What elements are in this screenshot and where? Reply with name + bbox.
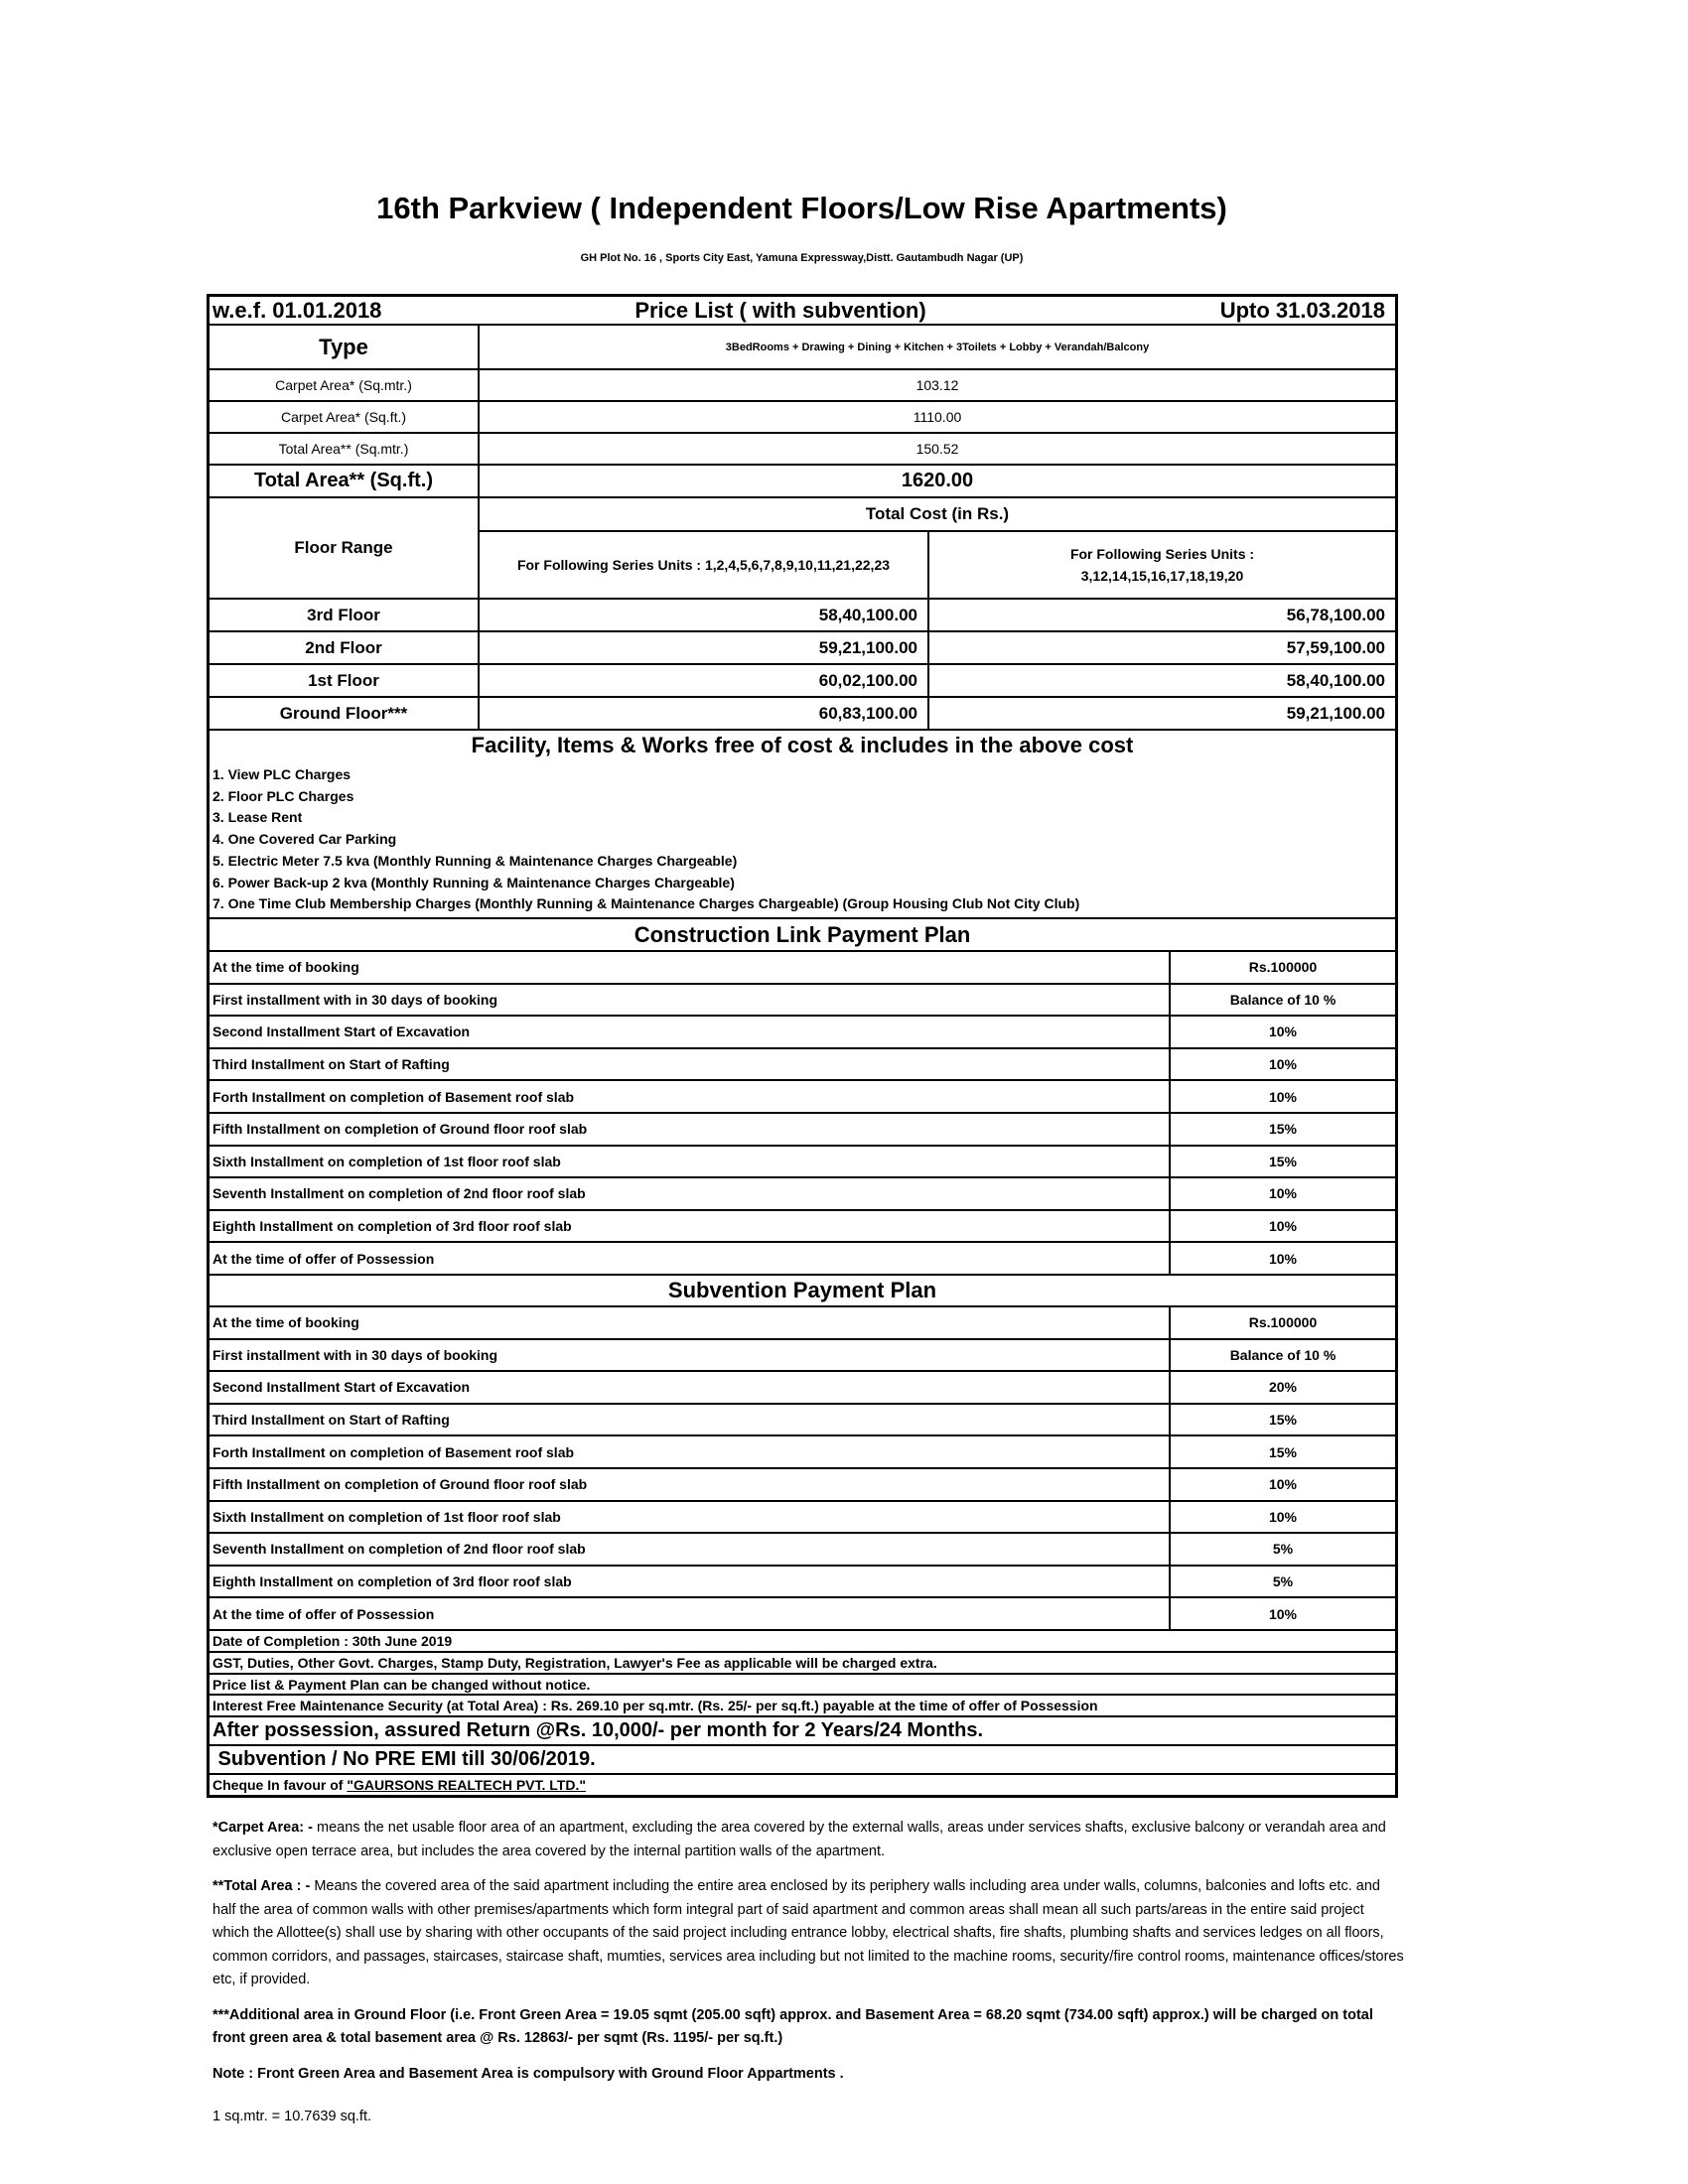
spp-row xyxy=(210,1372,1395,1405)
facility-item: 2. Floor PLC Charges xyxy=(212,787,354,804)
floor-price-a: 59,21,100.00 xyxy=(478,632,927,663)
spp-row xyxy=(210,1534,1395,1567)
floor-price-b: 59,21,100.00 xyxy=(927,698,1395,729)
payment-stage: Sixth Installment on completion of 1st floor roof slab xyxy=(212,1508,561,1525)
series-b-line2: 3,12,14,15,16,17,18,19,20 xyxy=(1080,568,1244,584)
carpet-area-text: means the net usable floor area of an apartment, excluding the area covered by the external walls, areas under services shafts, exclusive balcony or verandah area and exclusive open terrace area, but includes the area covered by the internal partition walls of the apartment. xyxy=(212,1820,1386,1859)
area-value: 150.52 xyxy=(478,434,1395,464)
project-address: GH Plot No. 16 , Sports City East, Yamuna Expressway,Distt. Gautambudh Nagar (UP) xyxy=(580,252,1024,264)
payment-amount: 10% xyxy=(1169,1469,1395,1500)
clp-row xyxy=(210,1081,1395,1114)
cheque-note xyxy=(210,1775,1395,1795)
spp-row xyxy=(210,1405,1395,1437)
area-label: Carpet Area* (Sq.mtr.) xyxy=(275,377,412,393)
area-row xyxy=(210,370,1395,402)
total-cost-label: Total Cost (in Rs.) xyxy=(478,498,1395,532)
conversion-note: 1 sq.mtr. = 10.7639 sq.ft. xyxy=(212,2109,371,2124)
clp-row xyxy=(210,985,1395,1018)
floor-range-header xyxy=(210,498,1395,600)
area-label: Total Area** (Sq.ft.) xyxy=(253,470,433,491)
assured-row xyxy=(210,1717,1395,1746)
upto-date: Upto 31.03.2018 xyxy=(1219,297,1385,323)
payment-stage: At the time of booking xyxy=(212,1314,359,1331)
price-list-title: Price List ( with subvention) xyxy=(634,297,926,323)
change-note: Price list & Payment Plan can be changed without notice. xyxy=(212,1676,591,1693)
payment-stage: Third Installment on Start of Rafting xyxy=(212,1412,450,1429)
payment-amount: 10% xyxy=(1169,1017,1395,1047)
spp-title: Subvention Payment Plan xyxy=(667,1278,937,1302)
type-value: 3BedRooms + Drawing + Dining + Kitchen + 3Toilets + Lobby + Verandah/Balcony xyxy=(478,326,1395,368)
floor-price-row xyxy=(210,632,1395,665)
payment-amount: 15% xyxy=(1169,1405,1395,1435)
clp-title-row xyxy=(210,919,1395,952)
additional-area-note: ***Additional area in Ground Floor (i.e. Front Green Area = 19.05 sqmt (205.00 sqft) approx. and Basement Area = 68.20 sqmt (734.00 sqft) approx.) will be charged on total front green area & total basement area @ Rs. 12863/- per sqmt (Rs. 1195/- per sq.ft.) xyxy=(212,2006,1373,2046)
area-value: 103.12 xyxy=(478,370,1395,400)
ifms-note: Interest Free Maintenance Security (at Total Area) : Rs. 269.10 per sq.mtr. (Rs. 25/- per sq.ft.) payable at the time of offer of Possession xyxy=(212,1698,1098,1713)
clp-row xyxy=(210,1243,1395,1276)
area-label: Carpet Area* (Sq.ft.) xyxy=(280,409,407,425)
facility-section xyxy=(210,731,1395,919)
price-list-sheet xyxy=(207,294,1398,1798)
payment-amount: 10% xyxy=(1169,1178,1395,1209)
floor-price-b: 58,40,100.00 xyxy=(927,665,1395,696)
assured-return: After possession, assured Return @Rs. 10,000/- per month for 2 Years/24 Months. xyxy=(212,1719,984,1741)
facility-item: 3. Lease Rent xyxy=(212,809,303,826)
facility-item: 7. One Time Club Membership Charges (Monthly Running & Maintenance Charges Chargeable) (Group Housing Club Not City Club) xyxy=(212,895,1080,912)
area-label: Total Area** (Sq.mtr.) xyxy=(278,441,409,457)
floor-name: 1st Floor xyxy=(308,670,379,690)
facility-item: 6. Power Back-up 2 kva (Monthly Running & Maintenance Charges Chargeable) xyxy=(212,874,735,890)
payment-amount: 10% xyxy=(1169,1502,1395,1533)
spp-row xyxy=(210,1307,1395,1340)
payment-amount: Rs.100000 xyxy=(1169,952,1395,983)
clp-row xyxy=(210,952,1395,985)
floor-name: 2nd Floor xyxy=(305,637,382,657)
floor-price-a: 58,40,100.00 xyxy=(478,600,927,630)
ground-floor-note: Note : Front Green Area and Basement Area is compulsory with Ground Floor Appartments . xyxy=(212,2065,844,2082)
payment-amount: 20% xyxy=(1169,1372,1395,1403)
completion-date: Date of Completion : 30th June 2019 xyxy=(212,1633,453,1649)
clp-row xyxy=(210,1147,1395,1179)
area-value: 1620.00 xyxy=(478,466,1395,496)
payment-stage: At the time of booking xyxy=(212,959,359,976)
clp-title: Construction Link Payment Plan xyxy=(633,921,971,947)
spp-title-row xyxy=(210,1276,1395,1307)
area-row xyxy=(210,402,1395,434)
cheque-prefix: Cheque In favour of xyxy=(212,1777,348,1793)
facility-item: 4. One Covered Car Parking xyxy=(212,831,397,848)
payment-amount: 15% xyxy=(1169,1147,1395,1177)
page-title: 16th Parkview ( Independent Floors/Low Rise Apartments) xyxy=(376,191,1227,225)
facility-title: Facility, Items & Works free of cost & includes in the above cost xyxy=(471,733,1134,757)
floor-name: Ground Floor*** xyxy=(279,703,408,723)
payment-amount: 10% xyxy=(1169,1211,1395,1242)
payment-amount: 15% xyxy=(1169,1436,1395,1467)
subvention-note: Subvention / No PRE EMI till 30/06/2019. xyxy=(212,1748,596,1770)
floor-price-row xyxy=(210,665,1395,698)
area-row xyxy=(210,434,1395,466)
payment-amount: 10% xyxy=(1169,1598,1395,1629)
area-row xyxy=(210,466,1395,498)
payment-amount: 5% xyxy=(1169,1534,1395,1565)
payment-stage: Fifth Installment on completion of Ground floor roof slab xyxy=(212,1121,588,1138)
series-b-label xyxy=(927,532,1395,598)
gst-row xyxy=(210,1653,1395,1675)
floor-price-row xyxy=(210,698,1395,731)
spp-row xyxy=(210,1436,1395,1469)
payment-stage: First installment with in 30 days of booking xyxy=(212,1346,498,1363)
floor-name: 3rd Floor xyxy=(307,605,380,624)
spp-row xyxy=(210,1567,1395,1599)
payment-stage: First installment with in 30 days of booking xyxy=(212,991,498,1008)
series-a-label: For Following Series Units : 1,2,4,5,6,7,8,9,10,11,21,22,23 xyxy=(478,532,927,598)
payment-amount: 10% xyxy=(1169,1081,1395,1112)
facility-item: 1. View PLC Charges xyxy=(212,766,352,782)
payment-amount: Balance of 10 % xyxy=(1169,985,1395,1016)
payment-stage: At the time of offer of Possession xyxy=(212,1605,435,1622)
payment-stage: Eighth Installment on completion of 3rd floor roof slab xyxy=(212,1573,572,1590)
payment-amount: 10% xyxy=(1169,1049,1395,1080)
subvention-row xyxy=(210,1746,1395,1775)
payment-amount: Rs.100000 xyxy=(1169,1307,1395,1338)
payment-stage: At the time of offer of Possession xyxy=(212,1250,435,1267)
wef-date: w.e.f. 01.01.2018 xyxy=(212,297,382,323)
gst-note: GST, Duties, Other Govt. Charges, Stamp Duty, Registration, Lawyer's Fee as applicable will be charged extra. xyxy=(212,1655,937,1671)
spp-row xyxy=(210,1502,1395,1535)
footnotes xyxy=(212,1817,1404,2141)
payment-amount: 10% xyxy=(1169,1243,1395,1274)
facility-item: 5. Electric Meter 7.5 kva (Monthly Running & Maintenance Charges Chargeable) xyxy=(212,852,738,869)
floor-price-a: 60,83,100.00 xyxy=(478,698,927,729)
spp-row xyxy=(210,1340,1395,1373)
ifms-row xyxy=(210,1696,1395,1717)
carpet-area-term: *Carpet Area: - xyxy=(212,1820,313,1836)
payment-stage: Eighth Installment on completion of 3rd floor roof slab xyxy=(212,1218,572,1235)
spp-row xyxy=(210,1469,1395,1502)
payment-stage: Forth Installment on completion of Basement roof slab xyxy=(212,1088,575,1105)
floor-price-row xyxy=(210,600,1395,632)
payment-stage: Fifth Installment on completion of Ground floor roof slab xyxy=(212,1476,588,1493)
floor-range-label: Floor Range xyxy=(294,538,393,557)
floor-price-b: 57,59,100.00 xyxy=(927,632,1395,663)
area-value: 1110.00 xyxy=(478,402,1395,432)
type-label: Type xyxy=(319,334,368,359)
total-area-term: **Total Area : - xyxy=(212,1878,311,1894)
total-area-note xyxy=(212,1875,1404,1992)
completion-row xyxy=(210,1631,1395,1653)
type-row xyxy=(210,326,1395,370)
clp-row xyxy=(210,1049,1395,1082)
clp-row xyxy=(210,1114,1395,1147)
payment-amount: 5% xyxy=(1169,1567,1395,1597)
change-row xyxy=(210,1675,1395,1696)
total-area-text: Means the covered area of the said apartment including the entire area enclosed by its periphery walls including area under walls, columns, balconies and lofts etc. and half the area of common walls with other premises/apartments which form integral part of said apartment and common areas shall mean all such parts/areas in the entire said project which the Allottee(s) shall use by sharing with other occupants of the said project including entrance lobby, electrical shafts, fire shafts, plumbing shafts and services ledges on all floors, common corridors, and passages, staircases, staircase shaft, mumties, services area including but not limited to the machine rooms, security/fire control rooms, maintenance offices/stores etc, if provided. xyxy=(212,1878,1404,1987)
clp-row xyxy=(210,1211,1395,1244)
payment-stage: Seventh Installment on completion of 2nd floor roof slab xyxy=(212,1185,586,1202)
cheque-payee: "GAURSONS REALTECH PVT. LTD." xyxy=(347,1777,586,1793)
carpet-area-note xyxy=(212,1817,1404,1863)
series-b-line1: For Following Series Units : xyxy=(1069,546,1255,562)
cheque-row xyxy=(210,1775,1395,1795)
price-list-header-row xyxy=(210,297,1395,326)
payment-stage: Forth Installment on completion of Basement roof slab xyxy=(212,1443,575,1460)
floor-price-a: 60,02,100.00 xyxy=(478,665,927,696)
facility-list xyxy=(212,764,1079,915)
payment-amount: Balance of 10 % xyxy=(1169,1340,1395,1371)
payment-stage: Second Installment Start of Excavation xyxy=(212,1024,471,1040)
clp-row xyxy=(210,1017,1395,1049)
clp-row xyxy=(210,1178,1395,1211)
payment-stage: Sixth Installment on completion of 1st floor roof slab xyxy=(212,1153,561,1169)
payment-stage: Second Installment Start of Excavation xyxy=(212,1379,471,1396)
payment-amount: 15% xyxy=(1169,1114,1395,1145)
payment-stage: Third Installment on Start of Rafting xyxy=(212,1056,450,1073)
payment-stage: Seventh Installment on completion of 2nd floor roof slab xyxy=(212,1541,586,1558)
spp-row xyxy=(210,1598,1395,1631)
floor-price-b: 56,78,100.00 xyxy=(927,600,1395,630)
